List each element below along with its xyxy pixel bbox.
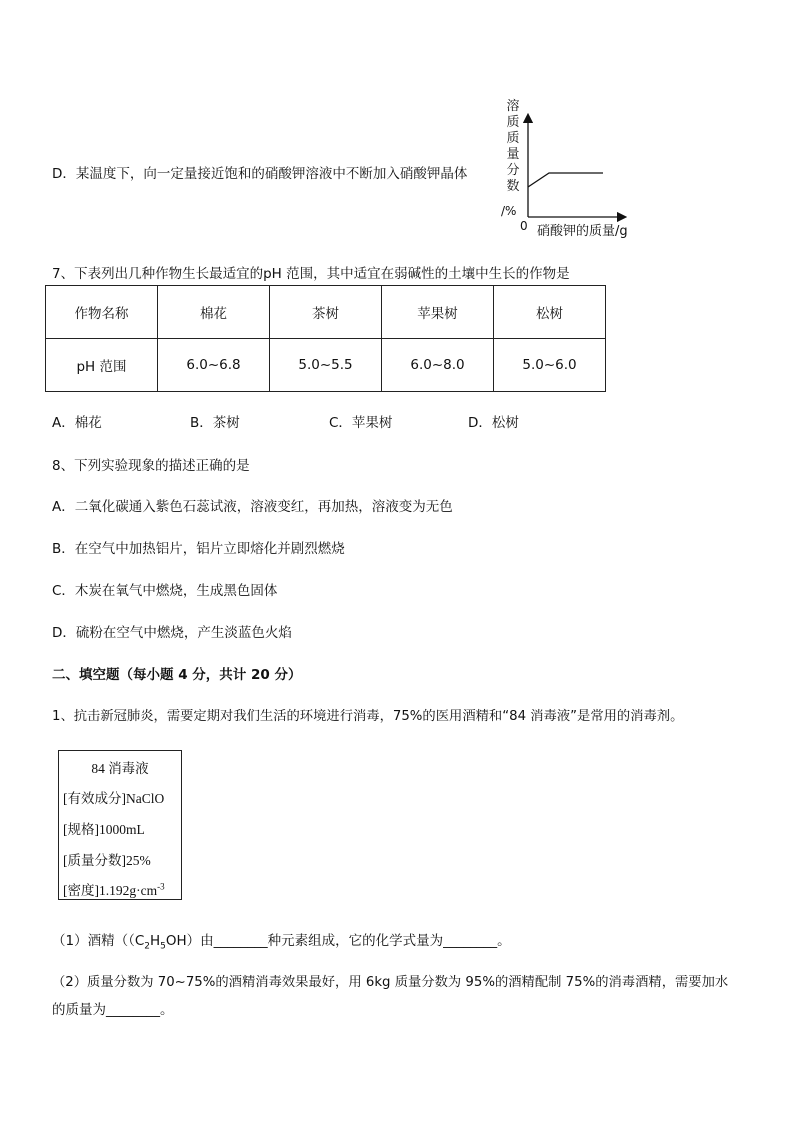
q7-option-a: A．棉花	[52, 415, 102, 431]
y-label-char: 数	[506, 179, 520, 194]
q7-option-b: B．茶树	[190, 415, 240, 431]
q7-stem: 7、下表列出几种作物生长最适宜的pH 范围，其中适宜在弱碱性的土壤中生长的作物是	[52, 266, 570, 282]
graph-curve	[528, 173, 603, 187]
table-cell: pH 范围	[46, 339, 158, 392]
table-cell: 松树	[494, 286, 606, 339]
q6-option-d: D．某温度下，向一定量接近饱和的硝酸钾溶液中不断加入硝酸钾晶体	[52, 166, 468, 182]
fill1-sub2-line2: 的质量为________。	[52, 1002, 174, 1018]
q8-option-c: C．木炭在氧气中燃烧，生成黑色固体	[52, 583, 278, 599]
y-label-char: 溶	[506, 99, 520, 114]
y-label-char: 分	[506, 163, 520, 178]
y-label-char: 质	[506, 131, 520, 146]
fill1-sub1: （1）酒精（$(C_2H_5OH)$由________种元素组成，它的化学式量为________。	[52, 933, 511, 952]
graph-origin-label: 0	[520, 219, 528, 233]
q8-option-a: A．二氧化碳通入紫色石蕊试液，溶液变红，再加热，溶液变为无色	[52, 499, 453, 515]
table-cell: 茶树	[270, 286, 382, 339]
label-title: 84 消毒液	[91, 761, 149, 776]
table-cell: 5.0~6.0	[494, 339, 606, 392]
label-line: [有效成分]NaClO	[63, 791, 165, 806]
table-row	[46, 286, 606, 339]
fill1-sub2-line1: （2）质量分数为 70~75%的酒精消毒效果最好，用 6kg 质量分数为 95%的酒精配制 75%的消毒酒精，需要加水	[52, 975, 729, 990]
label-line: [规格]1000mL	[63, 822, 145, 837]
table-cell: 作物名称	[46, 286, 158, 339]
q7-option-d: D．松树	[468, 415, 519, 431]
graph-x-axis-label: 硝酸钾的质量/g	[537, 224, 628, 239]
table-cell: 5.0~5.5	[270, 339, 382, 392]
y-label-char: 量	[506, 147, 520, 162]
disinfectant-label-box	[58, 750, 182, 900]
y-label-char: 质	[506, 115, 520, 130]
q8-option-b: B．在空气中加热铝片，铝片立即熔化并剧烈燃烧	[52, 541, 345, 557]
ph-range-table	[45, 285, 606, 392]
section-title: 二、填空题（每小题 4 分，共计 20 分）	[52, 667, 302, 683]
q8-option-d: D．硫粉在空气中燃烧，产生淡蓝色火焰	[52, 625, 292, 641]
fill1-stem: 1、抗击新冠肺炎，需要定期对我们生活的环境进行消毒，75%的医用酒精和“84 消毒液”是常用的消毒剂。	[52, 709, 684, 724]
q7-option-c: C．苹果树	[329, 415, 393, 431]
table-cell: 棉花	[158, 286, 270, 339]
graph-y-unit: /%	[501, 204, 517, 218]
table-cell: 6.0~8.0	[382, 339, 494, 392]
table-cell: 苹果树	[382, 286, 494, 339]
label-line: [密度]$1.192g\cdot cm^{-3}$	[63, 881, 165, 898]
table-row	[46, 339, 606, 392]
label-line: [质量分数]25%	[63, 853, 151, 868]
q8-stem: 8、下列实验现象的描述正确的是	[52, 458, 250, 474]
table-cell: 6.0~6.8	[158, 339, 270, 392]
